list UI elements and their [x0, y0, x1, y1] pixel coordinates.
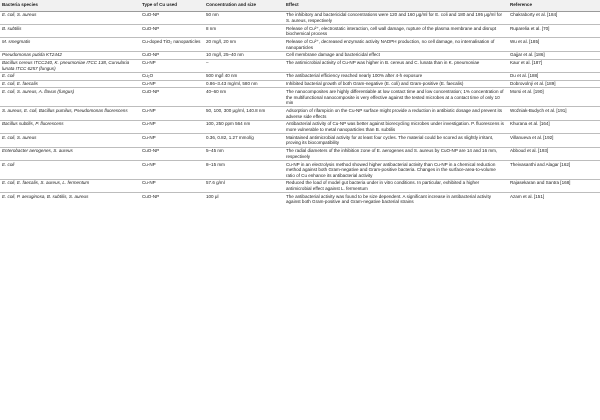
cell-species: E. coli, S. aureus [0, 11, 140, 24]
cell-reference: Gajjar et al. [186] [508, 51, 600, 59]
cell-type: Cu-NP [140, 59, 204, 72]
cell-species: B. subtilis [0, 24, 140, 37]
cell-effect: Release of Cu²⁺, decreased enzymatic activity NADPH production, no cell damage, no internalisation of nanoparticles [284, 38, 508, 51]
cell-species: E. coli [0, 72, 140, 80]
cell-effect: Cu-NP in an electrolysis method showed higher antibacterial activity than Cu-NP in a chemical reduction method against both Gram-negative and Gram-positive bacteria. Changes in the surface-area-to-volume ratio of Cu enhance its antibacterial activity [284, 160, 508, 179]
cell-effect: Cell membrane damage and bactericidal effect [284, 51, 508, 59]
cell-reference: Rajasekaran and Santra [168] [508, 179, 600, 192]
cell-concentration: 100 μl [206, 193, 219, 199]
cell-reference: Theivasanthi and Alagar [162] [508, 160, 600, 179]
cell-type: CuO-NP [140, 11, 204, 24]
cell-concentration: 50 nm [204, 11, 284, 24]
cell-species: E. coli [0, 160, 140, 179]
table-row [0, 134, 600, 147]
cell-effect: Reduced the load of model gut bacteria under in vitro conditions. In particular, exhibited a higher antimicrobial effect against L. fermentum [284, 179, 508, 192]
cell-species: E. coli, P. aeruginosa, B. subtilis, S. aureus [2, 193, 89, 199]
cell-concentration: 500 mg/l 40 nm [204, 72, 284, 80]
cell-effect: The radial diameters of the inhibition zone of E. aerogenes and S. aureus by CuO-NP are 14 and 16 mm, respectively [284, 147, 508, 160]
table-row [0, 179, 600, 192]
cell-effect: The antibacterial activity was found to be size dependent. A significant increase in antibacterial activity against both Gram-positive and Gram-negative bacterial strains [286, 193, 491, 205]
cell-concentration: 10 mg/l, 25–40 nm [204, 51, 284, 59]
cell-reference: Morsi et al. [190] [508, 88, 600, 107]
table-row [0, 147, 600, 160]
cell-reference: Khurana et al. [164] [508, 120, 600, 133]
header-species: Bacteria species [0, 0, 140, 11]
table-body [0, 11, 600, 206]
table-row [0, 160, 600, 179]
cell-effect: The antimicrobial activity of Cu-NP was higher in B. cereus and C. lunata than in K. pneumoniae [284, 59, 508, 72]
cell-species: Bacillus cereus ITCC240, K. pneumoniae ITCC 138, Curvularia lunata ITCC 6257 (fungus) [0, 59, 140, 72]
cell-effect: The nanocomposites are highly differentiable at low contact time and low concentration; 1% concentration of the multifunctional nanocomposite is very effective against the tested microbes at a contact time of only 10 min [284, 88, 508, 107]
cell-type: CuO-NP [140, 88, 204, 107]
bacteria-copper-table [0, 0, 600, 206]
cell-type: Cu-NP [140, 134, 204, 147]
table-row [0, 120, 600, 133]
cell-reference: Abboud et al. [193] [508, 147, 600, 160]
cell-effect: Inhibited bacterial growth of both Gram-negative (E. coli) and Gram-positive (E. faecalis) [284, 80, 508, 88]
cell-species: S. aureus, E. coli, Bacillus pumilus, Pseudomonas fluorescens [0, 107, 140, 120]
cell-effect: Maintained antimicrobial activity for at least four cycles. The material could be scored as slightly irritant, proving its biocompatibility [284, 134, 508, 147]
cell-effect: Adsorption of rifampicin on the Cu-NP surface might provide a reduction in antibiotic dosage and prevent its adverse side effects [284, 107, 508, 120]
cell-species: M. smegmatis [0, 38, 140, 51]
cell-type: Cu-NP [140, 179, 204, 192]
cell-reference: Dobrovolný et al. [189] [508, 80, 600, 88]
cell-reference: Wu et al. [185] [508, 38, 600, 51]
cell-reference: Woźniak-Budych et al. [191] [508, 107, 600, 120]
header-effect: Effect [284, 0, 508, 11]
table-header [0, 0, 600, 11]
cell-concentration: – [204, 59, 284, 72]
cell-species: E. coli, E. faecalis [0, 80, 140, 88]
cell-concentration: 100, 250 ppm 564 nm [204, 120, 284, 133]
cell-type: CuO-NP [140, 51, 204, 59]
table-row [0, 107, 600, 120]
cell-concentration: 8–15 mm [204, 160, 284, 179]
cell-species: Enterobacter aerogenes, S. aureus [0, 147, 140, 160]
cell-species: E. coli, S. aureus [0, 134, 140, 147]
header-concentration: Concentration and size [204, 0, 284, 11]
cell-effect: Antibacterial activity of Cu-NP was better against biorecycling microbes under investigation. P. fluorescens is more vulnerable to metal nanoparticles than B. subtilis [284, 120, 508, 133]
cell-reference: Du et al. [188] [508, 72, 600, 80]
table-row [0, 24, 600, 37]
cell-concentration: 50, 100, 300 μg/ml, 140.8 nm [204, 107, 284, 120]
cell-type: CuO-NP [142, 193, 160, 199]
cell-concentration: 20 mg/l, 20 nm [204, 38, 284, 51]
table-row [0, 80, 600, 88]
cell-type: Cu₂O [140, 72, 204, 80]
header-type: Type of Cu used [140, 0, 204, 11]
cell-reference: Villanueva et al. [192] [508, 134, 600, 147]
cell-effect: The inhibitory and bactericidal concentrations were 120 and 160 μg/ml for E. coli and 180 and 195 μg/ml for S. aureus, respectively [284, 11, 508, 24]
cell-concentration: 57.6 g/ml [204, 179, 284, 192]
table-row [0, 88, 600, 107]
cell-concentration: 0.86–3.43 mg/ml, 580 nm [204, 80, 284, 88]
cell-effect: Release of Cu²⁺, electrostatic interaction, cell wall damage, rupture of the plasma membrane and disrupt biochemical process [284, 24, 508, 37]
cell-type: Cu-NP [140, 80, 204, 88]
cell-type: CuO-NP [140, 147, 204, 160]
cell-concentration: 0.36, 0.82, 1.27 mmol/g [204, 134, 284, 147]
table-row [0, 72, 600, 80]
cell-type: Cu-NP [140, 160, 204, 179]
cell-species: E. coli, S. aureus, A. flavus (fungus) [0, 88, 140, 107]
cell-concentration: 40–60 nm [204, 88, 284, 107]
cell-reference: Ruparelia et al. [70] [508, 24, 600, 37]
cell-reference: Kaur et al. [187] [508, 59, 600, 72]
cell-concentration: 8 nm [204, 24, 284, 37]
cell-concentration: 5–45 nm [204, 147, 284, 160]
cell-reference: Azam et al. [151] [510, 193, 545, 199]
cell-effect: The antibacterial efficiency reached nearly 100% after 4-h exposure [284, 72, 508, 80]
table-row [0, 38, 600, 51]
cell-species: Bacillus subtilis, P. fluorescens [0, 120, 140, 133]
table-row [0, 11, 600, 24]
table-row [0, 59, 600, 72]
cell-type: Cu-NP [140, 107, 204, 120]
cell-type: CuO-NP [140, 24, 204, 37]
cell-type: Cu-doped TiO₂ nanoparticles [140, 38, 204, 51]
header-reference: Reference [508, 0, 600, 11]
cell-species: E. coli, E. faecalis, S. aureus, L. fermentum [0, 179, 140, 192]
cell-reference: Chakraborty et al. [184] [508, 11, 600, 24]
cell-type: Cu-NP [140, 120, 204, 133]
table-row [0, 51, 600, 59]
cell-species: Pseudomonas putida KT2442 [0, 51, 140, 59]
table-row [0, 193, 600, 206]
header-row [0, 0, 600, 11]
